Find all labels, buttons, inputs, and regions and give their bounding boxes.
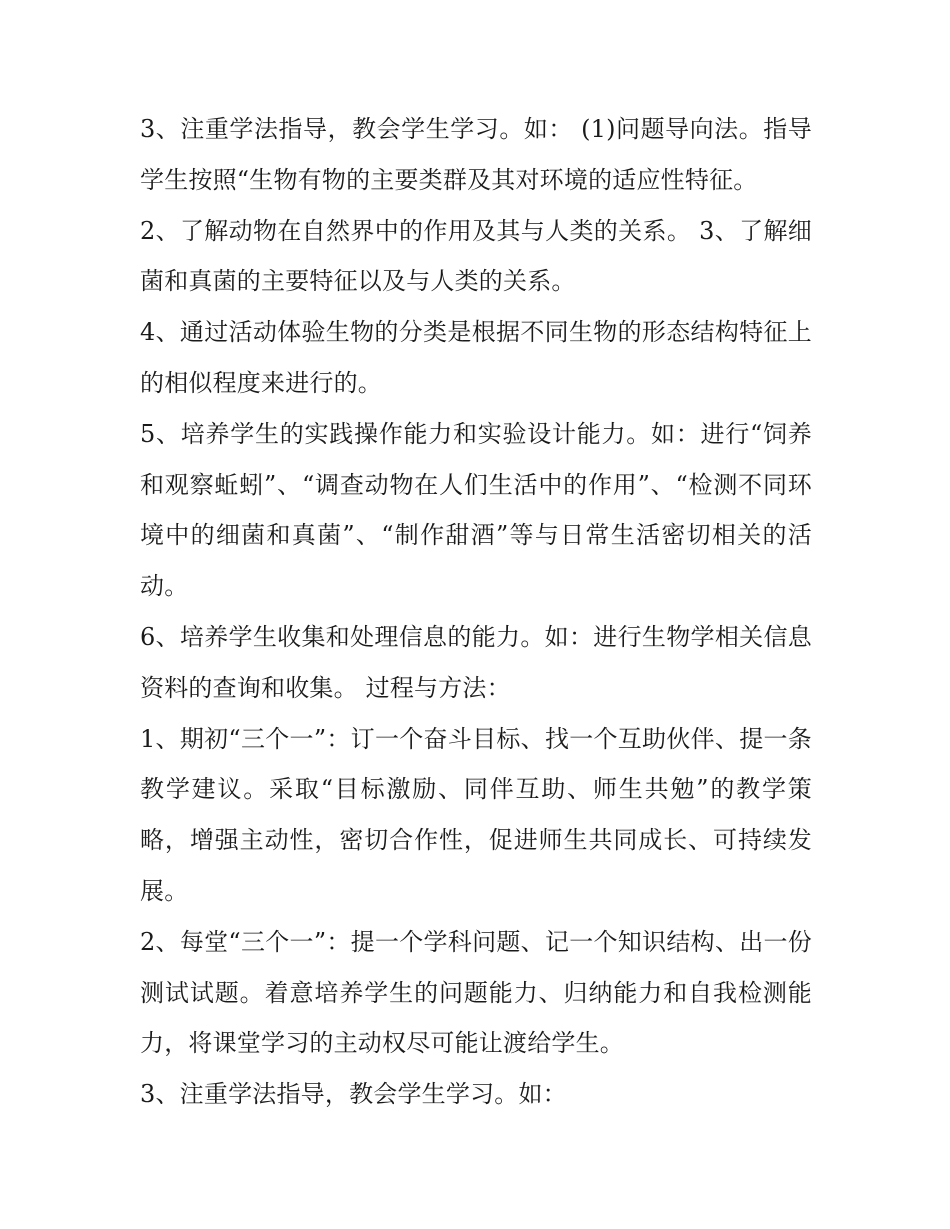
paragraph-2: 2、了解动物在自然界中的作用及其与人类的关系。 3、了解细菌和真菌的主要特征以及与人类的关系。: [140, 216, 812, 296]
paragraph-4: 5、培养学生的实践操作能力和实验设计能力。如：进行“饲养和观察蚯蚓”、“调查动物在人们生活中的作用”、“检测不同环境中的细菌和真菌”、“制作甜酒”等与日常生活密切相关的活动。: [140, 419, 812, 601]
document-body: [140, 104, 812, 1120]
paragraph-3: 4、通过活动体验生物的分类是根据不同生物的形态结构特征上的相似程度来进行的。: [140, 318, 812, 397]
paragraph-7: 2、每堂“三个一”：提一个学科问题、记一个知识结构、出一份测试试题。着意培养学生的问题能力、归纳能力和自我检测能力，将课堂学习的主动权尽可能让渡给学生。: [140, 927, 812, 1058]
paragraph-5: 6、培养学生收集和处理信息的能力。如：进行生物学相关信息资料的查询和收集。 过程与方法：: [140, 622, 812, 702]
paragraph-8: 3、注重学法指导，教会学生学习。如：: [140, 1080, 567, 1109]
paragraph-1: 3、注重学法指导，教会学生学习。如： (1)问题导向法。指导学生按照“生物有物的主要类群及其对环境的适应性特征。: [140, 115, 812, 194]
paragraph-6: 1、期初“三个一”：订一个奋斗目标、找一个互助伙伴、提一条教学建议。采取“目标激励、同伴互助、师生共勉”的教学策略，增强主动性，密切合作性，促进师生共同成长、可持续发展。: [140, 724, 812, 905]
